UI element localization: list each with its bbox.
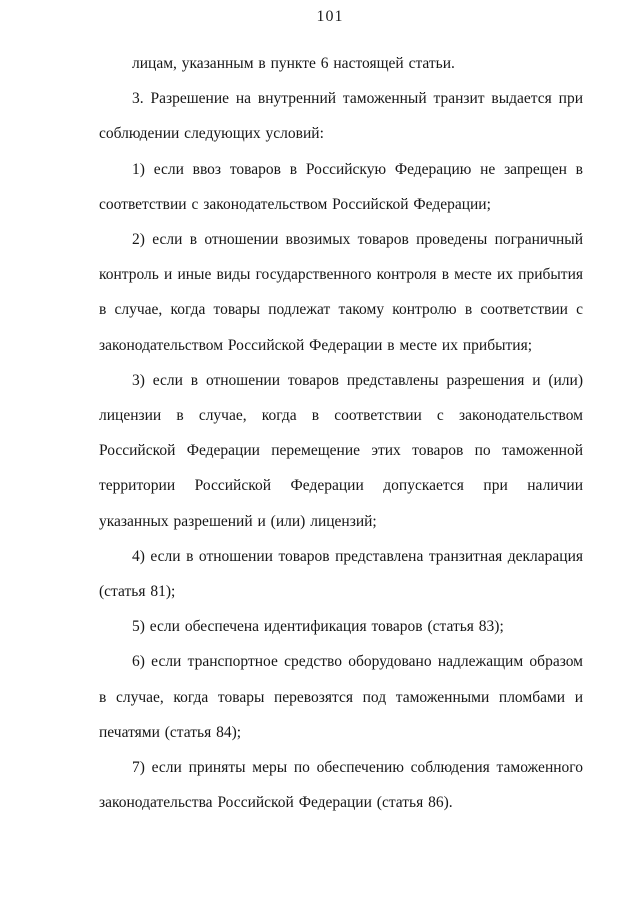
paragraph: 3) если в отношении товаров представлены разрешения и (или) лицензии в случае, когда в соответствии с законодательством Российской Федерации перемещение этих товаров по таможенной территории Российской Федерации допускается при наличии указанных разрешений и (или) лицензий; (99, 371, 583, 530)
paragraph: 3. Разрешение на внутренний таможенный транзит выдается при соблюдении следующих условий: (99, 90, 583, 143)
paragraph: 4) если в отношении товаров представлена транзитная декларация (статья 81); (99, 547, 583, 601)
document-body (99, 46, 583, 820)
paragraph: лицам, указанным в пункте 6 настоящей статьи. (132, 55, 455, 72)
paragraph: 6) если транспортное средство оборудовано надлежащим образом в случае, когда товары перевозятся под таможенными пломбами и печатями (статья 84); (99, 653, 583, 741)
page-number: 101 (316, 8, 344, 25)
paragraph: 1) если ввоз товаров в Российскую Федерацию не запрещен в соответствии с законодательством Российской Федерации; (99, 160, 583, 213)
paragraph: 7) если приняты меры по обеспечению соблюдения таможенного законодательства Российской Федерации (статья 86). (99, 759, 583, 812)
paragraph: 5) если обеспечена идентификация товаров (статья 83); (132, 618, 504, 636)
paragraph: 2) если в отношении ввозимых товаров проведены пограничный контроль и иные виды государственного контроля в месте их прибытия в случае, когда товары подлежат такому контролю в соответствии с законодательством Российской Федерации в месте их прибытия; (99, 231, 583, 354)
